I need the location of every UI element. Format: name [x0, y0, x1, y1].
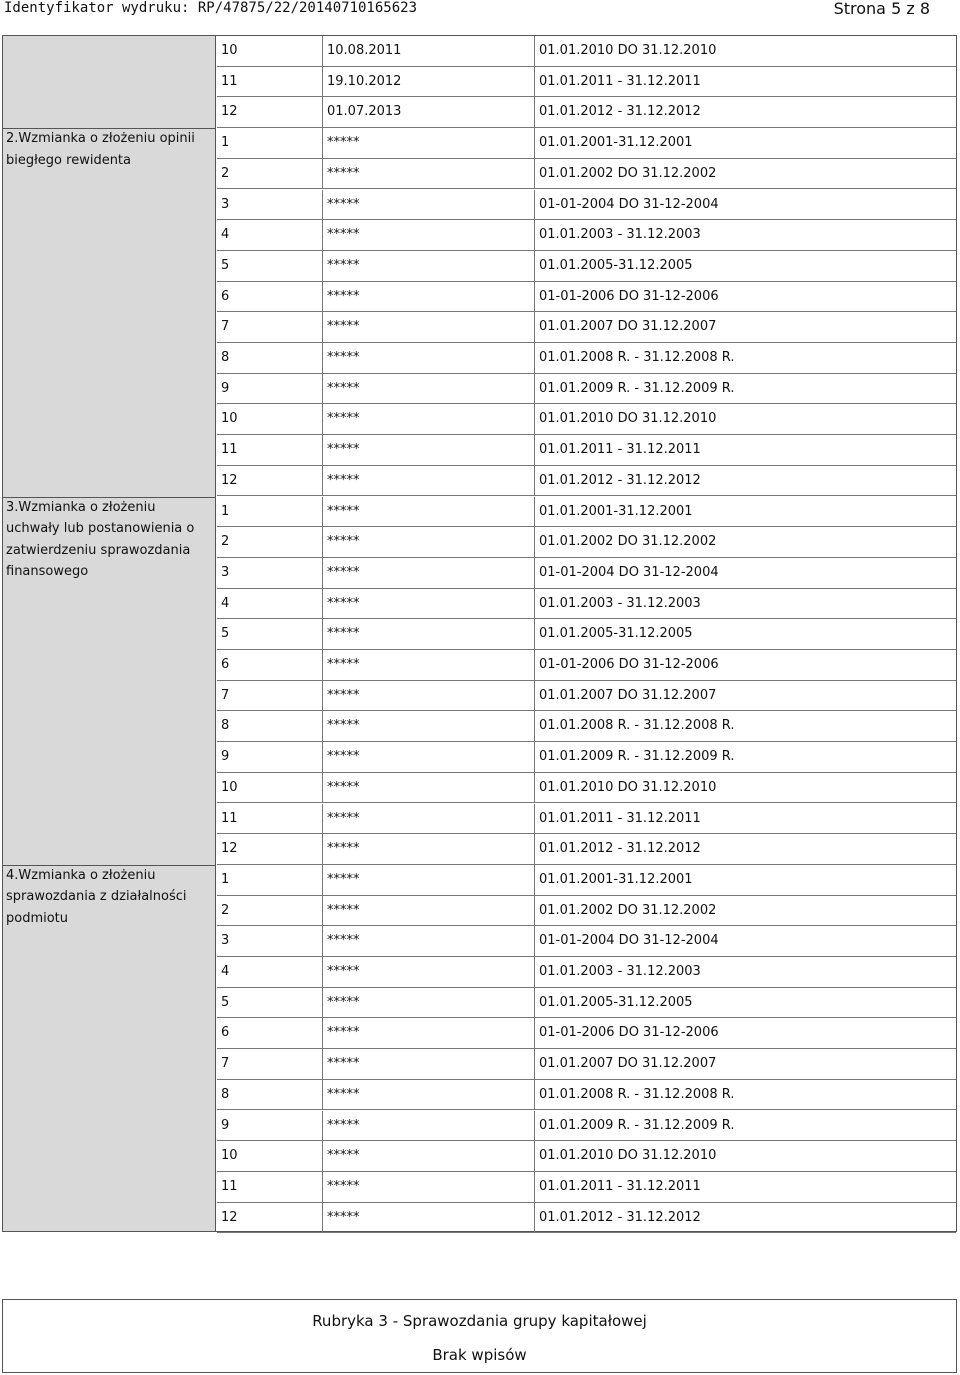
- row-period: 01-01-2004 DO 31-12-2004: [539, 196, 719, 212]
- row-date: *****: [323, 1141, 535, 1171]
- table-row: [217, 190, 956, 221]
- row-date: *****: [323, 742, 535, 772]
- row-period: 01.01.2009 R. - 31.12.2009 R.: [539, 1117, 735, 1133]
- table-row: [217, 1049, 956, 1080]
- table-row: [217, 159, 956, 190]
- table-row: [217, 650, 956, 681]
- row-number: 11: [217, 435, 323, 465]
- row-date: *****: [323, 804, 535, 834]
- table-row: [217, 1172, 956, 1203]
- row-number: 9: [217, 742, 323, 772]
- row-period: 01.01.2010 DO 31.12.2010: [539, 779, 717, 795]
- row-number: 3: [217, 926, 323, 956]
- row-number: 2: [217, 527, 323, 557]
- row-period: 01.01.2012 - 31.12.2012: [539, 841, 701, 857]
- table-row: [217, 681, 956, 712]
- row-period: 01.01.2005-31.12.2005: [539, 257, 693, 273]
- table-row: [217, 1018, 956, 1049]
- row-number: 8: [217, 343, 323, 373]
- row-period: 01.01.2002 DO 31.12.2002: [539, 902, 717, 918]
- table-row: [217, 404, 956, 435]
- row-date: *****: [323, 527, 535, 557]
- row-number: 9: [217, 1111, 323, 1141]
- table-row: [217, 312, 956, 343]
- table-row: [217, 97, 956, 128]
- row-date: *****: [323, 404, 535, 434]
- table-row: [217, 251, 956, 282]
- row-period: 01.01.2005-31.12.2005: [539, 626, 693, 642]
- table-row: [217, 558, 956, 589]
- page-header: [0, 0, 960, 22]
- row-date: 19.10.2012: [323, 67, 535, 97]
- row-number: 12: [217, 466, 323, 496]
- section-label: 4.Wzmianka o złożeniu sprawozdania z działalności podmiotu: [6, 867, 187, 926]
- row-number: 1: [217, 865, 323, 895]
- table-row: [217, 374, 956, 405]
- row-period: 01.01.2007 DO 31.12.2007: [539, 1056, 717, 1072]
- row-date: 10.08.2011: [323, 36, 535, 66]
- row-period: 01.01.2007 DO 31.12.2007: [539, 319, 717, 335]
- row-date: 01.07.2013: [323, 97, 535, 127]
- row-period: 01-01-2006 DO 31-12-2006: [539, 657, 719, 672]
- row-date: *****: [323, 220, 535, 250]
- table-row: [217, 865, 956, 896]
- row-period: 01.01.2009 R. - 31.12.2009 R.: [539, 749, 735, 765]
- row-period: 01.01.2012 - 31.12.2012: [539, 472, 701, 488]
- row-date: *****: [323, 251, 535, 281]
- row-number: 3: [217, 190, 323, 220]
- row-period: 01.01.2008 R. - 31.12.2008 R.: [539, 350, 735, 365]
- row-date: *****: [323, 650, 535, 680]
- table-row: [217, 589, 956, 620]
- row-number: 8: [217, 1080, 323, 1110]
- table-row: [217, 1141, 956, 1172]
- page-number: Strona 5 z 8: [833, 0, 930, 18]
- row-number: 10: [217, 1141, 323, 1171]
- row-date: *****: [323, 1111, 535, 1141]
- table-row: [217, 619, 956, 650]
- row-period: 01.01.2002 DO 31.12.2002: [539, 165, 717, 181]
- row-period: 01.01.2002 DO 31.12.2002: [539, 534, 717, 550]
- table-row: [217, 1080, 956, 1111]
- row-period: 01.01.2010 DO 31.12.2010: [539, 411, 717, 427]
- section-label: 2.Wzmianka o złożeniu opinii biegłego rewidenta: [6, 131, 195, 168]
- table-row: [217, 773, 956, 804]
- section-label-column: [3, 36, 216, 1231]
- row-date: *****: [323, 374, 535, 404]
- row-period: 01.01.2011 - 31.12.2011: [539, 810, 701, 826]
- row-period: 01.01.2008 R. - 31.12.2008 R.: [539, 718, 735, 734]
- row-date: *****: [323, 1080, 535, 1110]
- table-row: [217, 988, 956, 1019]
- section-label: 3.Wzmianka o złożeniu uchwały lub postanowienia o zatwierdzeniu sprawozdania finansowego: [6, 499, 195, 579]
- row-period: 01.01.2011 - 31.12.2011: [539, 1178, 701, 1194]
- table-row: [217, 128, 956, 159]
- table-row: [217, 466, 956, 497]
- row-period: 01.01.2005-31.12.2005: [539, 994, 693, 1010]
- rubric-title: Rubryka 3 - Sprawozdania grupy kapitałowej: [312, 1312, 647, 1330]
- row-date: *****: [323, 497, 535, 527]
- row-date: *****: [323, 711, 535, 741]
- row-number: 12: [217, 834, 323, 864]
- row-period: 01.01.2008 R. - 31.12.2008 R.: [539, 1086, 735, 1102]
- row-period: 01.01.2003 - 31.12.2003: [539, 595, 701, 611]
- row-period: 01-01-2004 DO 31-12-2004: [539, 564, 719, 580]
- row-date: *****: [323, 128, 535, 158]
- row-period: 01.01.2007 DO 31.12.2007: [539, 687, 717, 703]
- row-date: *****: [323, 1049, 535, 1079]
- row-date: *****: [323, 865, 535, 895]
- row-number: 10: [217, 36, 323, 66]
- row-number: 8: [217, 711, 323, 741]
- row-date: *****: [323, 619, 535, 649]
- row-date: *****: [323, 896, 535, 926]
- row-date: *****: [323, 988, 535, 1018]
- table-row: [217, 435, 956, 466]
- registry-table: [2, 35, 957, 1232]
- row-date: *****: [323, 435, 535, 465]
- row-number: 10: [217, 773, 323, 803]
- table-row: [217, 1203, 956, 1234]
- table-row: [217, 1111, 956, 1142]
- row-date: *****: [323, 957, 535, 987]
- row-number: 6: [217, 1018, 323, 1048]
- table-row: [217, 711, 956, 742]
- row-period: 01-01-2004 DO 31-12-2004: [539, 933, 719, 949]
- row-number: 5: [217, 988, 323, 1018]
- row-number: 3: [217, 558, 323, 588]
- row-date: *****: [323, 681, 535, 711]
- table-row: [217, 343, 956, 374]
- row-number: 4: [217, 220, 323, 250]
- row-date: *****: [323, 312, 535, 342]
- row-date: *****: [323, 773, 535, 803]
- row-date: *****: [323, 282, 535, 312]
- row-period: 01.01.2003 - 31.12.2003: [539, 964, 701, 979]
- row-number: 6: [217, 650, 323, 680]
- table-row: [217, 926, 956, 957]
- table-row: [217, 804, 956, 835]
- row-number: 7: [217, 312, 323, 342]
- table-row: [217, 497, 956, 528]
- row-number: 11: [217, 67, 323, 97]
- row-number: 10: [217, 404, 323, 434]
- row-date: *****: [323, 343, 535, 373]
- row-number: 1: [217, 128, 323, 158]
- row-period: 01.01.2010 DO 31.12.2010: [539, 43, 717, 58]
- row-date: *****: [323, 1203, 535, 1233]
- row-date: *****: [323, 159, 535, 189]
- row-period: 01-01-2006 DO 31-12-2006: [539, 1025, 719, 1041]
- table-row: [217, 220, 956, 251]
- row-period: 01.01.2001-31.12.2001: [539, 871, 693, 887]
- row-period: 01.01.2012 - 31.12.2012: [539, 1209, 701, 1225]
- table-row: [217, 896, 956, 927]
- row-period: 01.01.2011 - 31.12.2011: [539, 73, 701, 89]
- row-period: 01.01.2010 DO 31.12.2010: [539, 1148, 717, 1164]
- row-period: 01.01.2003 - 31.12.2003: [539, 227, 701, 243]
- row-date: *****: [323, 589, 535, 619]
- row-period: 01.01.2011 - 31.12.2011: [539, 442, 701, 458]
- row-date: *****: [323, 1018, 535, 1048]
- row-period: 01.01.2009 R. - 31.12.2009 R.: [539, 380, 735, 396]
- table-row: [217, 742, 956, 773]
- table-row: [217, 957, 956, 988]
- no-entries-note: Brak wpisów: [432, 1346, 527, 1364]
- rubric-3-box: [2, 1299, 957, 1373]
- row-number: 9: [217, 374, 323, 404]
- row-date: *****: [323, 190, 535, 220]
- table-row: [217, 527, 956, 558]
- row-date: *****: [323, 926, 535, 956]
- table-row: [217, 67, 956, 98]
- row-number: 5: [217, 251, 323, 281]
- row-number: 6: [217, 282, 323, 312]
- table-row: [217, 282, 956, 313]
- row-number: 2: [217, 159, 323, 189]
- row-number: 1: [217, 497, 323, 527]
- row-period: 01.01.2012 - 31.12.2012: [539, 104, 701, 120]
- row-date: *****: [323, 466, 535, 496]
- row-number: 2: [217, 896, 323, 926]
- row-number: 11: [217, 804, 323, 834]
- row-date: *****: [323, 558, 535, 588]
- print-identifier: Identyfikator wydruku: RP/47875/22/20140710165623: [4, 0, 418, 16]
- table-row: [217, 36, 956, 67]
- row-number: 5: [217, 619, 323, 649]
- row-period: 01.01.2001-31.12.2001: [539, 503, 693, 519]
- row-date: *****: [323, 1172, 535, 1202]
- row-period: 01.01.2001-31.12.2001: [539, 135, 693, 151]
- row-number: 4: [217, 589, 323, 619]
- row-period: 01-01-2006 DO 31-12-2006: [539, 288, 719, 304]
- row-number: 4: [217, 957, 323, 987]
- row-number: 11: [217, 1172, 323, 1202]
- row-number: 12: [217, 1203, 323, 1233]
- row-number: 12: [217, 97, 323, 127]
- row-number: 7: [217, 1049, 323, 1079]
- row-number: 7: [217, 681, 323, 711]
- row-date: *****: [323, 834, 535, 864]
- table-row: [217, 834, 956, 865]
